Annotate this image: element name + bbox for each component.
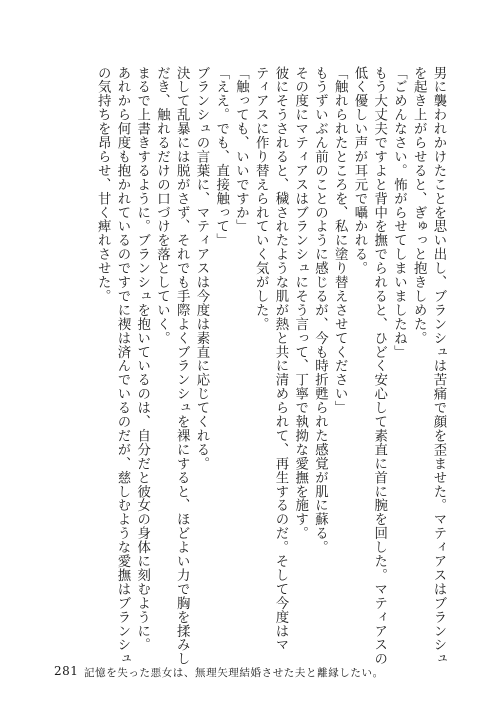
text-column: 低く優しい声が耳元で囁かれる。 xyxy=(352,66,367,276)
text-column: あれから何度も抱かれているのですでに禊は済んでいるのだが、慈しむような愛撫はブランシュ xyxy=(115,66,130,666)
text-column: の気持ちを昂らせ、甘く痺れさせた。 xyxy=(95,66,111,304)
text-column: 男に襲われかけたことを思い出し、ブランシュは苦痛で顔を歪ませた。マティアスはブランシュ xyxy=(431,66,446,666)
text-column: その度にマティアスはブランシュにそう言って、丁寧で執拗な愛撫を施す。 xyxy=(292,66,308,541)
text-column: もうずいぶん前のことのように感じるが、今も時折甦られた感覚が肌に蘇る。 xyxy=(312,66,328,555)
text-column: 「ええ。でも、直接触って」 xyxy=(213,66,229,248)
text-column: ブランシュの言葉に、マティアスは今度は素直に応じてくれる。 xyxy=(194,66,209,471)
text-column: 決して乱暴には脱がさず、それでも手際よくブランシュを裸にすると、ほどよい力で胸を揉みし xyxy=(174,66,190,666)
text-column: まるで上書きするように。ブランシュを抱いているのは、自分だと彼女の身体に刻むように。 xyxy=(134,66,150,652)
text-column: を起き上がらせると、ぎゅっと抱きしめた。 xyxy=(411,66,427,345)
text-column: 「触れられたところを、私に塗り替えさせてください」 xyxy=(332,66,348,415)
text-column: もう大丈夫ですよと背中を撫でられると、ひどく安心して素直に首に腕を回した。マティアスの xyxy=(371,66,387,666)
page-number: 281 xyxy=(54,664,79,678)
body-text xyxy=(72,66,446,666)
text-column: 「ごめんなさい。怖がらせてしまいましたね」 xyxy=(391,66,407,359)
text-column: 「触っても、いいですか」 xyxy=(233,66,249,234)
text-column: だき、触れるだけの口づけを落としていく。 xyxy=(154,66,170,345)
running-title: 記憶を失った悪女は、無理矢理結婚させた夫と離縁したい。 xyxy=(84,667,384,679)
text-column: ティアスに作り替えられていく気がした。 xyxy=(253,66,269,332)
text-column: 彼にそうされると、穢されたような肌が熱と共に清められて、再生するのだ。そして今度はマ xyxy=(273,66,288,652)
